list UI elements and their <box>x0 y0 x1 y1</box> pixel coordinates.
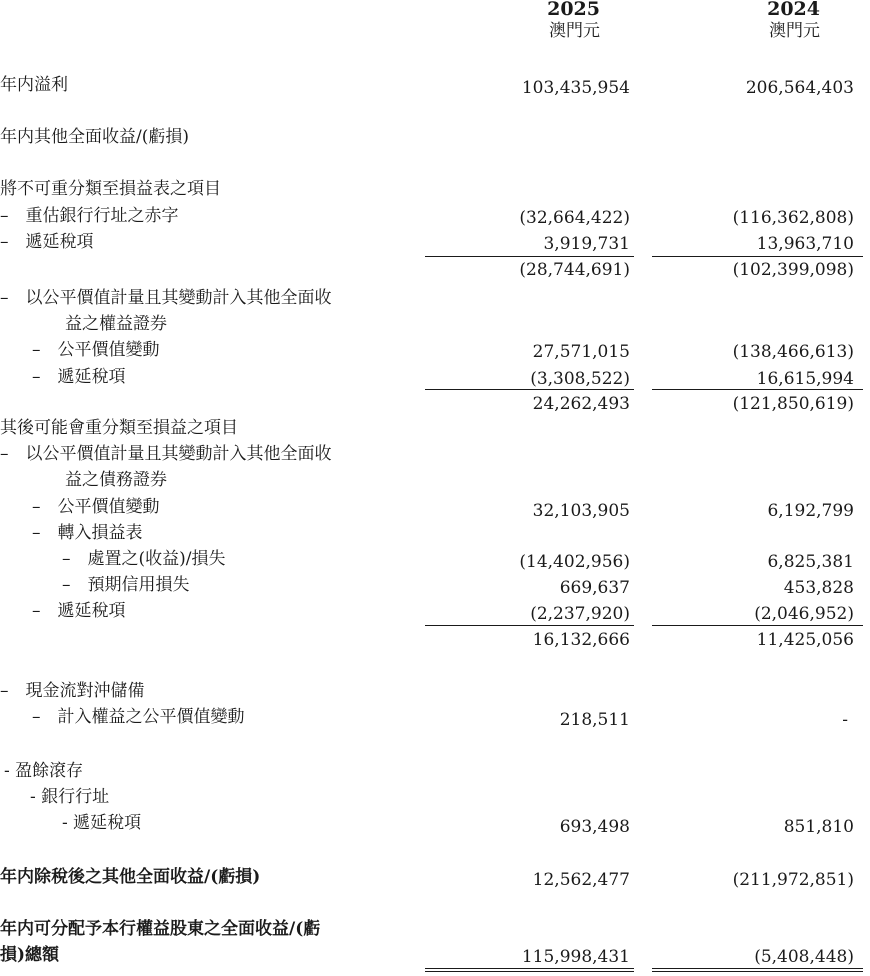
year-2024-header: 2024 <box>767 0 820 20</box>
subtotal-1-2025: (28,744,691) <box>519 260 630 280</box>
oci-net-label: 年内除稅後之其他全面收益/(虧損) <box>0 867 261 887</box>
ecl-2024: 453,828 <box>783 578 854 598</box>
total-double-rule-2024 <box>652 971 863 972</box>
cfh-fv-change-2024: - <box>842 710 848 730</box>
debt-fv-change-label: – 公平價值變動 <box>32 497 160 517</box>
deferred-tax-1-2024: 13,963,710 <box>756 234 854 254</box>
ecl-2025: 669,637 <box>559 578 630 598</box>
subtotal-rule-2025 <box>425 625 634 626</box>
equity-deferred-tax-2025: (3,308,522) <box>530 369 630 389</box>
subtotal-rule-2025 <box>425 389 634 390</box>
total-double-rule-2025 <box>425 968 634 969</box>
subtotal-3-2024: 11,425,056 <box>756 630 854 650</box>
debt-fvoci-line2: 益之債務證券 <box>65 470 167 490</box>
debt-fv-change-2025: 32,103,905 <box>532 501 630 521</box>
subtotal-3-2025: 16,132,666 <box>532 630 630 650</box>
retained-earnings-label: - 盈餘滾存 <box>4 761 84 781</box>
bank-premises-label: - 銀行行址 <box>30 787 110 807</box>
section-reclassified: 其後可能會重分類至損益之項目 <box>0 418 238 438</box>
debt-fv-change-2024: 6,192,799 <box>767 501 854 521</box>
subtotal-2-2025: 24,262,493 <box>532 394 630 414</box>
reval-deficit-2024: (116,362,808) <box>732 208 854 228</box>
disposal-2025: (14,402,956) <box>519 552 630 572</box>
oci-heading: 年内其他全面收益/(虧損) <box>0 127 189 147</box>
re-deferred-tax-2025: 693,498 <box>559 817 630 837</box>
equity-fvoci-line2: 益之權益證券 <box>65 314 167 334</box>
unit-2024-header: 澳門元 <box>769 21 820 41</box>
debt-deferred-tax-2024: (2,046,952) <box>754 604 854 624</box>
equity-fv-change-2025: 27,571,015 <box>532 342 630 362</box>
disposal-label: – 處置之(收益)/損失 <box>62 549 226 569</box>
total-2024: (5,408,448) <box>754 947 854 967</box>
equity-fv-change-label: – 公平價值變動 <box>32 340 160 360</box>
subtotal-rule-2024 <box>652 625 863 626</box>
debt-fvoci-line1: – 以公平價值計量且其變動計入其他全面收 <box>0 444 332 464</box>
reval-deficit-2025: (32,664,422) <box>519 208 630 228</box>
re-deferred-tax-2024: 851,810 <box>783 817 854 837</box>
subtotal-rule-2025 <box>425 256 634 257</box>
debt-deferred-tax-2025: (2,237,920) <box>530 604 630 624</box>
ecl-label: – 預期信用損失 <box>62 575 190 595</box>
re-deferred-tax-label: - 遞延稅項 <box>62 813 142 833</box>
unit-2025-header: 澳門元 <box>549 21 600 41</box>
disposal-2024: 6,825,381 <box>767 552 854 572</box>
total-label-line2: 損)總額 <box>0 945 60 965</box>
transfer-pl-label: – 轉入損益表 <box>32 523 143 543</box>
cfh-fv-change-label: – 計入權益之公平價值變動 <box>32 707 245 727</box>
profit-2025: 103,435,954 <box>521 78 630 98</box>
cash-flow-hedge-label: – 現金流對沖儲備 <box>0 681 145 701</box>
total-double-rule-2025 <box>425 971 634 972</box>
subtotal-rule-2024 <box>652 256 863 257</box>
section-not-reclassified: 將不可重分類至損益表之項目 <box>0 179 221 199</box>
subtotal-rule-2024 <box>652 389 863 390</box>
profit-2024: 206,564,403 <box>745 78 854 98</box>
profit-label: 年内溢利 <box>0 75 68 95</box>
total-label-line1: 年内可分配予本行權益股東之全面收益/(虧 <box>0 919 321 939</box>
oci-net-2025: 12,562,477 <box>532 870 630 890</box>
total-double-rule-2024 <box>652 968 863 969</box>
deferred-tax-1-label: – 遞延稅項 <box>0 232 94 252</box>
cfh-fv-change-2025: 218,511 <box>559 710 630 730</box>
subtotal-2-2024: (121,850,619) <box>732 394 854 414</box>
equity-deferred-tax-2024: 16,615,994 <box>756 369 854 389</box>
equity-fv-change-2024: (138,466,613) <box>732 342 854 362</box>
equity-deferred-tax-label: – 遞延稅項 <box>32 367 126 387</box>
oci-net-2024: (211,972,851) <box>732 870 854 890</box>
total-2025: 115,998,431 <box>521 947 630 967</box>
equity-fvoci-line1: – 以公平價值計量且其變動計入其他全面收 <box>0 288 332 308</box>
deferred-tax-1-2025: 3,919,731 <box>543 234 630 254</box>
year-2025-header: 2025 <box>547 0 600 20</box>
subtotal-1-2024: (102,399,098) <box>732 260 854 280</box>
debt-deferred-tax-label: – 遞延稅項 <box>32 601 126 621</box>
reval-deficit-label: – 重估銀行行址之赤字 <box>0 206 179 226</box>
